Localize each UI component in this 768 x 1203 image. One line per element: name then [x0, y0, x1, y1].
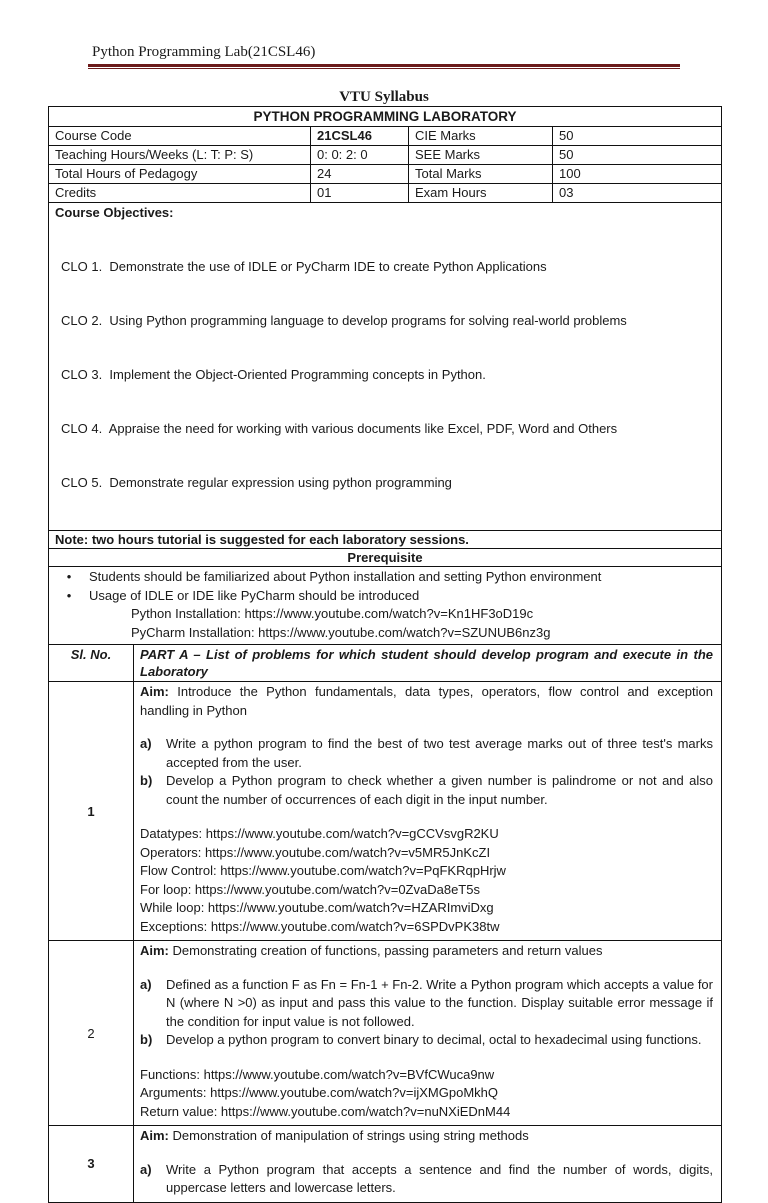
course-objectives	[49, 202, 721, 530]
bullet-text: Students should be familiarized about Python installation and setting Python environment	[89, 569, 602, 584]
item-text: Write a python program to find the best of two test average marks out of three test's marks accepted from the user.	[166, 736, 713, 770]
cie-marks-label: CIE Marks	[408, 126, 552, 145]
video-link[interactable]: Functions: https://www.youtube.com/watch?v=BVfCWuca9nw	[140, 1066, 495, 1082]
teaching-hours-label: Teaching Hours/Weeks (L: T: P: S)	[49, 145, 310, 164]
prerequisite-bullet	[49, 587, 721, 606]
syllabus-document	[48, 106, 722, 1203]
teaching-hours-value: 0: 0: 2: 0	[310, 145, 408, 164]
course-table-title: PYTHON PROGRAMMING LABORATORY	[253, 109, 517, 124]
video-link[interactable]: While loop: https://www.youtube.com/watch?v=HZARImviDxg	[140, 900, 494, 915]
header-rule	[88, 64, 680, 69]
document-heading: VTU Syllabus	[339, 89, 429, 105]
item-text: Defined as a function F as Fn = Fn-1 + Fn-2. Write a Python program which accepts a value for N (where N >0) as input and pass this value to the function. Display suitable error message if the condition for input value is not followed.	[166, 976, 713, 1029]
credits-label: Credits	[49, 183, 310, 202]
problem-item	[140, 772, 713, 809]
sl-no-header: Sl. No.	[49, 645, 134, 681]
aim-text: Introduce the Python fundamentals, data types, operators, flow control and exception handling in Python	[140, 684, 713, 718]
page-header-title: Python Programming Lab(21CSL46)	[92, 44, 316, 60]
video-link[interactable]: Flow Control: https://www.youtube.com/watch?v=PqFKRqpHrjw	[140, 863, 506, 878]
item-label: a)	[140, 976, 152, 992]
total-marks-label: Total Marks	[408, 164, 552, 183]
credits-value: 01	[310, 183, 408, 202]
video-link[interactable]: Return value: https://www.youtube.com/watch?v=nuNXiEDnM44	[140, 1103, 511, 1119]
objective-item: CLO 3. Implement the Object-Oriented Programming concepts in Python.	[61, 367, 486, 382]
aim-label: Aim:	[140, 943, 169, 958]
objectives-title: Course Objectives:	[55, 205, 174, 220]
video-link[interactable]: Exceptions: https://www.youtube.com/watch?v=6SPDvPK38tw	[140, 918, 500, 934]
item-label: b)	[140, 1032, 153, 1047]
objective-item: CLO 4. Appraise the need for working with various documents like Excel, PDF, Word and Others	[61, 421, 618, 436]
item-label: a)	[140, 736, 152, 751]
pedagogy-hours-value: 24	[310, 164, 408, 183]
objective-item: CLO 2. Using Python programming language to develop programs for solving real-world problems	[61, 313, 627, 328]
objective-item: CLO 5. Demonstrate regular expression using python programming	[61, 475, 452, 490]
row-number: 3	[49, 1126, 134, 1202]
problem-item	[140, 735, 713, 772]
cie-marks-value: 50	[552, 126, 721, 145]
part-a-header	[49, 644, 721, 681]
total-marks-value: 100	[552, 164, 721, 183]
bullet-icon: •	[66, 569, 72, 584]
see-marks-value: 50	[552, 145, 721, 164]
item-label: a)	[140, 1161, 152, 1177]
see-marks-label: SEE Marks	[408, 145, 552, 164]
prerequisite-bullet	[49, 568, 721, 587]
problem-item	[140, 1031, 713, 1050]
aim-label: Aim:	[140, 1128, 169, 1143]
video-link[interactable]: Datatypes: https://www.youtube.com/watch?v=gCCVsvgR2KU	[140, 826, 499, 841]
aim-text: Demonstrating creation of functions, passing parameters and return values	[168, 943, 603, 958]
pedagogy-hours-label: Total Hours of Pedagogy	[49, 164, 310, 183]
aim-label: Aim:	[140, 684, 169, 699]
aim-text: Demonstration of manipulation of strings using string methods	[168, 1128, 529, 1143]
item-text: Develop a Python program to check whether a given number is palindrome or not and also count the number of occurrences of each digit in the input number.	[166, 773, 713, 807]
video-link[interactable]: Arguments: https://www.youtube.com/watch?v=ijXMGpoMkhQ	[140, 1085, 499, 1100]
header-rule-thick	[88, 64, 680, 67]
row-number: 2	[49, 941, 134, 1125]
bullet-icon: •	[66, 587, 72, 603]
video-link[interactable]: Operators: https://www.youtube.com/watch?v=v5MR5JnKcZI	[140, 844, 491, 860]
problem-item	[140, 976, 713, 1032]
prerequisite-section	[49, 566, 721, 644]
item-text: Develop a python program to convert binary to decimal, octal to hexadecimal using functions.	[166, 1032, 702, 1047]
install-link[interactable]: PyCharm Installation: https://www.youtube.com/watch?v=SZUNUB6nz3g	[131, 624, 551, 640]
part-a-title: PART A – List of problems for which student should develop program and execute in the Laboratory	[140, 647, 713, 679]
course-table	[49, 107, 721, 202]
video-link[interactable]: For loop: https://www.youtube.com/watch?v=0ZvaDa8eT5s	[140, 881, 480, 897]
problem-item	[140, 1161, 713, 1198]
exam-hours-value: 03	[552, 183, 721, 202]
note: Note: two hours tutorial is suggested for each laboratory sessions.	[49, 530, 721, 548]
problem-row-1	[49, 681, 721, 940]
objective-item: CLO 1. Demonstrate the use of IDLE or PyCharm IDE to create Python Applications	[61, 259, 547, 274]
header-rule-thin	[88, 68, 680, 69]
bullet-text: Usage of IDLE or IDE like PyCharm should be introduced	[89, 587, 420, 603]
course-code-label: Course Code	[49, 126, 310, 145]
install-link[interactable]: Python Installation: https://www.youtube.com/watch?v=Kn1HF3oD19c	[131, 606, 534, 621]
prerequisite-title: Prerequisite	[49, 548, 721, 566]
item-label: b)	[140, 773, 153, 788]
problem-row-2	[49, 940, 721, 1125]
row-number: 1	[49, 682, 134, 940]
exam-hours-label: Exam Hours	[408, 183, 552, 202]
problem-row-3	[49, 1125, 721, 1202]
course-code-value: 21CSL46	[310, 126, 408, 145]
item-text: Write a Python program that accepts a sentence and find the number of words, digits, uppercase letters and lowercase letters.	[166, 1161, 713, 1195]
